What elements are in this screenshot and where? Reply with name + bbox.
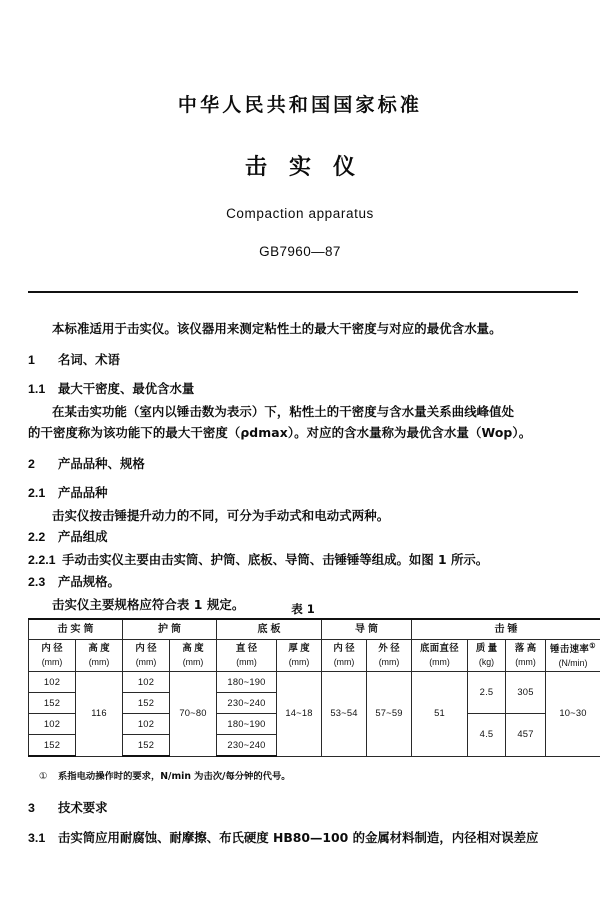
standard-code: GB7960—87 (259, 244, 341, 260)
cell-guide-outer-diameter: 57~59 (367, 672, 412, 757)
national-standard-heading: 中华人民共和国国家标准 (177, 94, 423, 116)
section-3-title: 技术要求 (58, 800, 108, 815)
footnote-marker: ① (38, 771, 48, 781)
document-tail (28, 797, 580, 849)
cell-hammer-face-diameter: 51 (412, 672, 468, 757)
table-row (29, 672, 600, 693)
section-2-3-title: 产品规格。 (58, 574, 120, 589)
col-header-cylinder-inner-diameter: 内径 (mm) (29, 640, 76, 672)
cell-hammer-drop-height: 457 (506, 714, 546, 757)
footnote-text: 系指电动操作时的要求，N/min 为击次/每分钟的代号。 (58, 771, 291, 782)
section-2-1-paragraph: 击实仪按击锤提升动力的不同，可分为手动式和电动式两种。 (52, 507, 390, 523)
document-title-en: Compaction apparatus (226, 206, 374, 222)
col-header-base-diameter: 直径 (mm) (217, 640, 277, 672)
table-caption: 表 1 (291, 602, 315, 616)
section-2-3-paragraph: 击实仪主要规格应符合表 1 规定。 (52, 596, 245, 612)
col-header-hammer-drop-height: 落高 (mm) (506, 640, 546, 672)
cell-base-diameter: 230~240 (217, 693, 277, 714)
specification-table (28, 618, 600, 757)
footnote-marker-header: ① (589, 642, 596, 650)
group-header-hammer: 击锤 (412, 619, 600, 640)
section-2-title: 产品品种、规格 (58, 455, 145, 471)
header-divider-rule (28, 291, 578, 293)
cell-guide-inner-diameter: 53~54 (322, 672, 367, 757)
section-2-2-1-paragraph (28, 549, 578, 572)
section-2-1-heading (28, 482, 578, 505)
col-header-collar-inner-diameter: 内径 (mm) (123, 640, 170, 672)
cell-hammer-mass: 2.5 (468, 672, 506, 714)
section-2-2-heading (28, 526, 578, 549)
cell-base-diameter: 180~190 (217, 672, 277, 693)
col-header-collar-height: 高度 (mm) (170, 640, 217, 672)
col-header-guide-inner-diameter: 内径 (mm) (322, 640, 367, 672)
cell-base-thickness: 14~18 (277, 672, 322, 757)
group-header-compaction-cylinder: 击实筒 (29, 619, 123, 640)
section-2-3-number: 2.3 (28, 575, 46, 589)
document-body (28, 318, 578, 615)
section-2-3-heading (28, 571, 578, 594)
cell-collar-inner-diameter: 152 (123, 693, 170, 714)
group-header-collar: 护筒 (123, 619, 217, 640)
section-2-2-number: 2.2 (28, 530, 46, 544)
section-3-1-paragraph (28, 827, 580, 850)
cell-hammer-mass: 4.5 (468, 714, 506, 757)
section-2-2-1-number: 2.2.1 (28, 552, 56, 567)
cell-base-diameter: 180~190 (217, 714, 277, 735)
cell-base-diameter: 230~240 (217, 735, 277, 757)
section-2-2-1-text: 手动击实仪主要由击实筒、护筒、底板、导筒、击锤锤等组成。如图 1 所示。 (62, 551, 489, 567)
cell-cylinder-inner-diameter: 152 (29, 693, 76, 714)
col-header-hammer-mass: 质量 (kg) (468, 640, 506, 672)
section-1-1-title: 最大干密度、最优含水量 (58, 381, 195, 396)
masthead (0, 95, 600, 259)
cell-cylinder-inner-diameter: 102 (29, 714, 76, 735)
section-1-number: 1 (28, 352, 35, 367)
section-1-heading (28, 349, 578, 372)
section-1-1-heading (28, 378, 578, 401)
col-header-base-thickness: 厚度 (mm) (277, 640, 322, 672)
group-header-base-plate: 底板 (217, 619, 322, 640)
section-1-1-paragraph-line-1: 在某击实功能（室内以锤击数为表示）下，粘性土的干密度与含水量关系曲线峰值处 (52, 403, 515, 419)
col-header-cylinder-height: 高度 (mm) (76, 640, 123, 672)
col-header-guide-outer-diameter: 外径 (mm) (367, 640, 412, 672)
document-title-cn: 击实仪 (244, 154, 377, 180)
section-2-heading (28, 453, 578, 476)
section-2-number: 2 (28, 456, 35, 471)
table-column-header-row (29, 640, 600, 672)
table-footnote (28, 768, 578, 782)
table-group-header-row (29, 619, 600, 640)
col-header-hammer-face-diameter: 底面直径 (mm) (412, 640, 468, 672)
section-1-1-number: 1.1 (28, 382, 46, 396)
group-header-guide-tube: 导筒 (322, 619, 412, 640)
cell-hammer-drop-height: 305 (506, 672, 546, 714)
cell-collar-inner-diameter: 102 (123, 714, 170, 735)
section-3-1-text: 击实筒应用耐腐蚀、耐摩擦、布氏硬度 HB80—100 的金属材料制造，内径相对误差应 (58, 829, 539, 845)
scope-paragraph: 本标准适用于击实仪。该仪器用来测定粘性土的最大干密度与对应的最优含水量。 (52, 321, 502, 336)
section-2-1-title: 产品品种 (58, 485, 108, 500)
section-2-1-number: 2.1 (28, 486, 46, 500)
cell-blow-rate: 10~30 (546, 672, 600, 757)
section-3-number: 3 (28, 801, 35, 815)
section-3-heading (28, 797, 580, 820)
section-2-2-title: 产品组成 (58, 529, 108, 544)
cell-cylinder-height: 116 (76, 672, 123, 757)
cell-cylinder-inner-diameter: 102 (29, 672, 76, 693)
section-1-title: 名词、术语 (58, 351, 120, 367)
section-1-1-paragraph-line-2: 的干密度称为该功能下的最大干密度（ρdmax）。对应的含水量称为最优含水量（Wop）。 (28, 425, 532, 440)
cell-collar-inner-diameter: 102 (123, 672, 170, 693)
cell-cylinder-inner-diameter: 152 (29, 735, 76, 757)
col-header-blow-rate: 锤击速率① (N/min) (546, 640, 600, 672)
cell-collar-inner-diameter: 152 (123, 735, 170, 757)
cell-collar-height: 70~80 (170, 672, 217, 757)
section-3-1-number: 3.1 (28, 830, 46, 845)
